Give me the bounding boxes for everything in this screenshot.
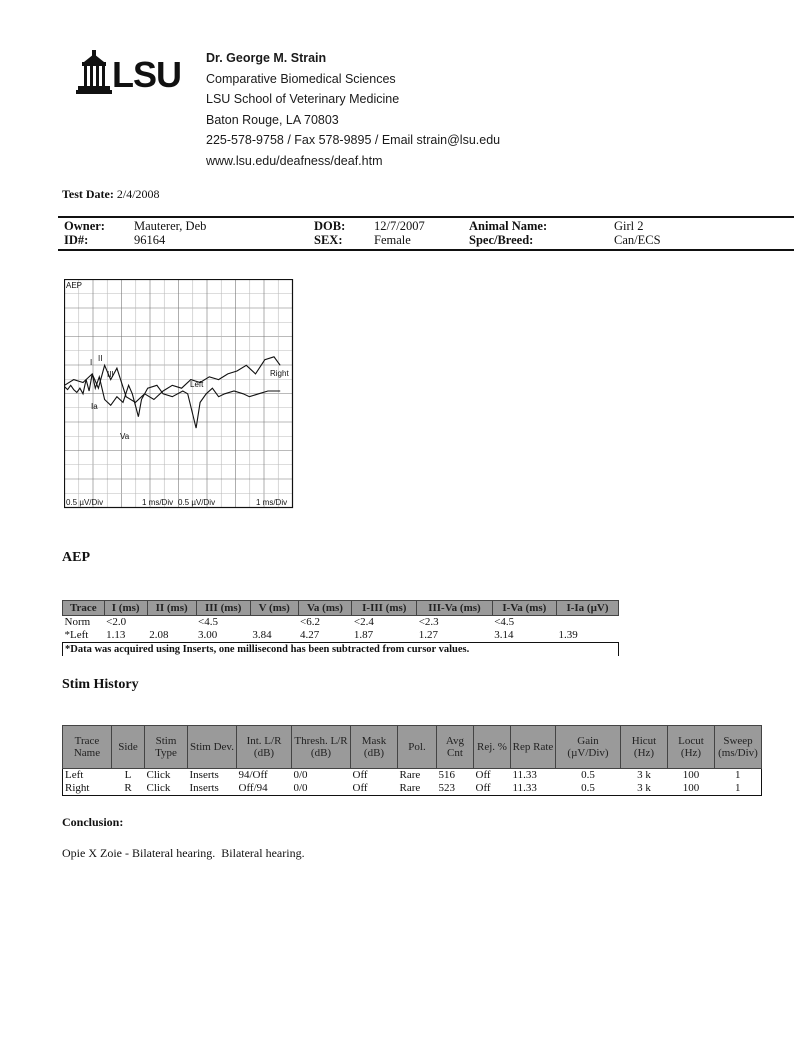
conclusion-text: Opie X Zoie - Bilateral hearing. Bilateral hearing. xyxy=(62,846,305,860)
contact: 225-578-9758 / Fax 578-9895 / Email strain@lsu.edu xyxy=(206,133,501,147)
aep-table xyxy=(62,600,619,656)
stim-col-header: Rep Rate xyxy=(511,726,556,769)
table-cell: Off xyxy=(352,769,368,781)
table-cell: Off/94 xyxy=(238,782,268,794)
table-cell: 1.13 xyxy=(106,629,126,641)
peak-label-va: Va xyxy=(120,432,130,441)
aep-col-header: I-III (ms) xyxy=(352,601,417,616)
aep-col-header: I-Va (ms) xyxy=(492,601,556,616)
stim-col-header: Int. L/R (dB) xyxy=(237,726,292,769)
stim-col-header: Gain (µV/Div) xyxy=(556,726,621,769)
table-cell: 1 xyxy=(735,769,741,781)
owner-value: Mauterer, Deb xyxy=(134,219,207,233)
school: LSU School of Veterinary Medicine xyxy=(206,92,400,106)
aep-col-header: Trace xyxy=(63,601,105,616)
stim-col-header: Stim Dev. xyxy=(188,726,237,769)
aep-row-norm xyxy=(63,616,619,630)
peak-label-ii: II xyxy=(98,354,103,363)
peak-label-ia: Ia xyxy=(91,402,98,411)
table-cell: Norm xyxy=(64,616,91,628)
stim-col-header: Trace Name xyxy=(63,726,112,769)
stim-col-header: Rej. % xyxy=(474,726,511,769)
table-cell: 3.84 xyxy=(252,629,272,641)
table-cell: 0.5 xyxy=(581,782,595,794)
table-cell: 3 k xyxy=(637,769,651,781)
table-cell: 94/Off xyxy=(238,769,268,781)
table-cell: Rare xyxy=(399,769,421,781)
table-cell: 0/0 xyxy=(293,782,308,794)
building-icon xyxy=(76,48,112,96)
aep-col-header: II (ms) xyxy=(147,601,196,616)
table-cell: Inserts xyxy=(189,769,219,781)
patient-top-rule xyxy=(58,216,794,218)
animal-name-label: Animal Name: xyxy=(469,219,548,233)
test-date-value: 2/4/2008 xyxy=(116,187,160,201)
aep-col-header: III (ms) xyxy=(196,601,250,616)
aep-waveform-chart xyxy=(64,279,294,509)
table-cell: Click xyxy=(146,769,171,781)
aep-col-header: III-Va (ms) xyxy=(417,601,493,616)
lsu-logo xyxy=(76,48,188,98)
aep-col-header: I-Ia (µV) xyxy=(557,601,619,616)
aep-col-header: Va (ms) xyxy=(298,601,352,616)
animal-name-value: Girl 2 xyxy=(614,219,644,233)
scale-label-right-time: 1 ms/Div xyxy=(256,498,288,507)
test-date xyxy=(62,187,160,202)
chart-title: AEP xyxy=(66,281,83,290)
id-value: 96164 xyxy=(134,233,166,247)
owner-label: Owner: xyxy=(64,219,105,233)
aep-row-left xyxy=(63,629,619,643)
trace-left xyxy=(65,374,281,428)
table-cell: 11.33 xyxy=(512,769,537,781)
doctor-name: Dr. George M. Strain xyxy=(206,51,327,65)
stim-col-header: Locut (Hz) xyxy=(668,726,715,769)
stim-col-header: Mask (dB) xyxy=(351,726,398,769)
scale-label-left-time: 1 ms/Div xyxy=(142,498,174,507)
dob-value: 12/7/2007 xyxy=(374,219,425,233)
stim-col-header: Hicut (Hz) xyxy=(621,726,668,769)
table-cell: 1.27 xyxy=(418,629,438,641)
table-cell: Off xyxy=(352,782,368,794)
table-cell: <2.0 xyxy=(106,616,127,628)
table-cell: 516 xyxy=(438,769,455,781)
address: Baton Rouge, LA 70803 xyxy=(206,112,339,127)
aep-note: *Data was acquired using Inserts, one millisecond has been subtracted from cursor values. xyxy=(63,643,619,657)
table-cell: Rare xyxy=(399,782,421,794)
test-date-label: Test Date: xyxy=(62,187,114,201)
table-cell: L xyxy=(124,769,132,781)
table-cell: <2.4 xyxy=(353,616,374,628)
table-cell: 11.33 xyxy=(512,782,537,794)
table-cell: <4.5 xyxy=(198,616,218,628)
stim-row-left xyxy=(63,769,762,783)
department: Comparative Biomedical Sciences xyxy=(206,71,396,86)
aep-col-header: I (ms) xyxy=(104,601,147,616)
scale-label-left-gain: 0.5 µV/Div xyxy=(66,498,104,507)
table-cell: 3 k xyxy=(637,782,651,794)
logo-text: LSU xyxy=(112,54,181,95)
table-cell: Right xyxy=(65,782,90,794)
sex-label: SEX: xyxy=(314,233,343,247)
conclusion-label: Conclusion: xyxy=(62,815,124,829)
stim-row-right xyxy=(63,782,762,796)
breed-value: Can/ECS xyxy=(614,233,661,247)
table-cell: Click xyxy=(146,782,171,794)
aep-section-title: AEP xyxy=(62,550,90,565)
table-cell: R xyxy=(124,782,132,794)
table-cell: 100 xyxy=(682,782,700,794)
table-cell: Off xyxy=(475,782,491,794)
table-cell: 1.39 xyxy=(558,629,578,641)
table-cell: 3.00 xyxy=(198,629,218,641)
stim-col-header: Sweep (ms/Div) xyxy=(715,726,762,769)
table-cell: <4.5 xyxy=(494,616,515,628)
stim-header-row xyxy=(63,726,762,769)
table-cell: <6.2 xyxy=(300,616,320,628)
table-cell: <2.3 xyxy=(418,616,439,628)
table-cell: 1.87 xyxy=(353,629,374,641)
patient-info xyxy=(64,219,764,247)
dob-label: DOB: xyxy=(314,219,346,233)
trace-label-right: Right xyxy=(270,369,289,378)
table-cell xyxy=(557,616,619,630)
table-cell: 3.14 xyxy=(494,629,514,641)
peak-label-iii: III xyxy=(107,370,114,379)
table-cell: Off xyxy=(475,769,491,781)
breed-label: Spec/Breed: xyxy=(469,233,534,247)
table-cell: *Left xyxy=(64,629,89,641)
table-cell: 0/0 xyxy=(293,769,308,781)
table-cell: 4.27 xyxy=(300,629,320,641)
table-cell: 100 xyxy=(682,769,700,781)
stim-table xyxy=(62,725,762,796)
table-cell xyxy=(147,616,196,630)
table-cell: 2.08 xyxy=(149,629,169,641)
table-cell: 1 xyxy=(735,782,741,794)
peak-label-i: I xyxy=(90,358,93,367)
patient-bottom-rule xyxy=(58,249,794,251)
table-cell: Inserts xyxy=(189,782,219,794)
aep-note-row xyxy=(63,643,619,657)
scale-label-right-gain: 0.5 µV/Div xyxy=(178,498,216,507)
stim-col-header: Thresh. L/R (dB) xyxy=(292,726,351,769)
sex-value: Female xyxy=(374,233,411,247)
table-cell: 523 xyxy=(438,782,455,794)
letterhead xyxy=(206,48,500,171)
id-label: ID#: xyxy=(64,233,89,247)
stim-col-header: Avg Cnt xyxy=(437,726,474,769)
trace-label-left: Left xyxy=(190,380,204,389)
stim-col-header: Pol. xyxy=(398,726,437,769)
stim-col-header: Stim Type xyxy=(145,726,188,769)
stim-section-title: Stim History xyxy=(62,677,139,692)
table-cell: Left xyxy=(65,769,84,781)
table-cell xyxy=(250,616,298,630)
stim-col-header: Side xyxy=(112,726,145,769)
aep-col-header: V (ms) xyxy=(250,601,298,616)
aep-header-row xyxy=(63,601,619,616)
table-cell: 0.5 xyxy=(581,769,595,781)
website: www.lsu.edu/deafness/deaf.htm xyxy=(206,153,383,168)
